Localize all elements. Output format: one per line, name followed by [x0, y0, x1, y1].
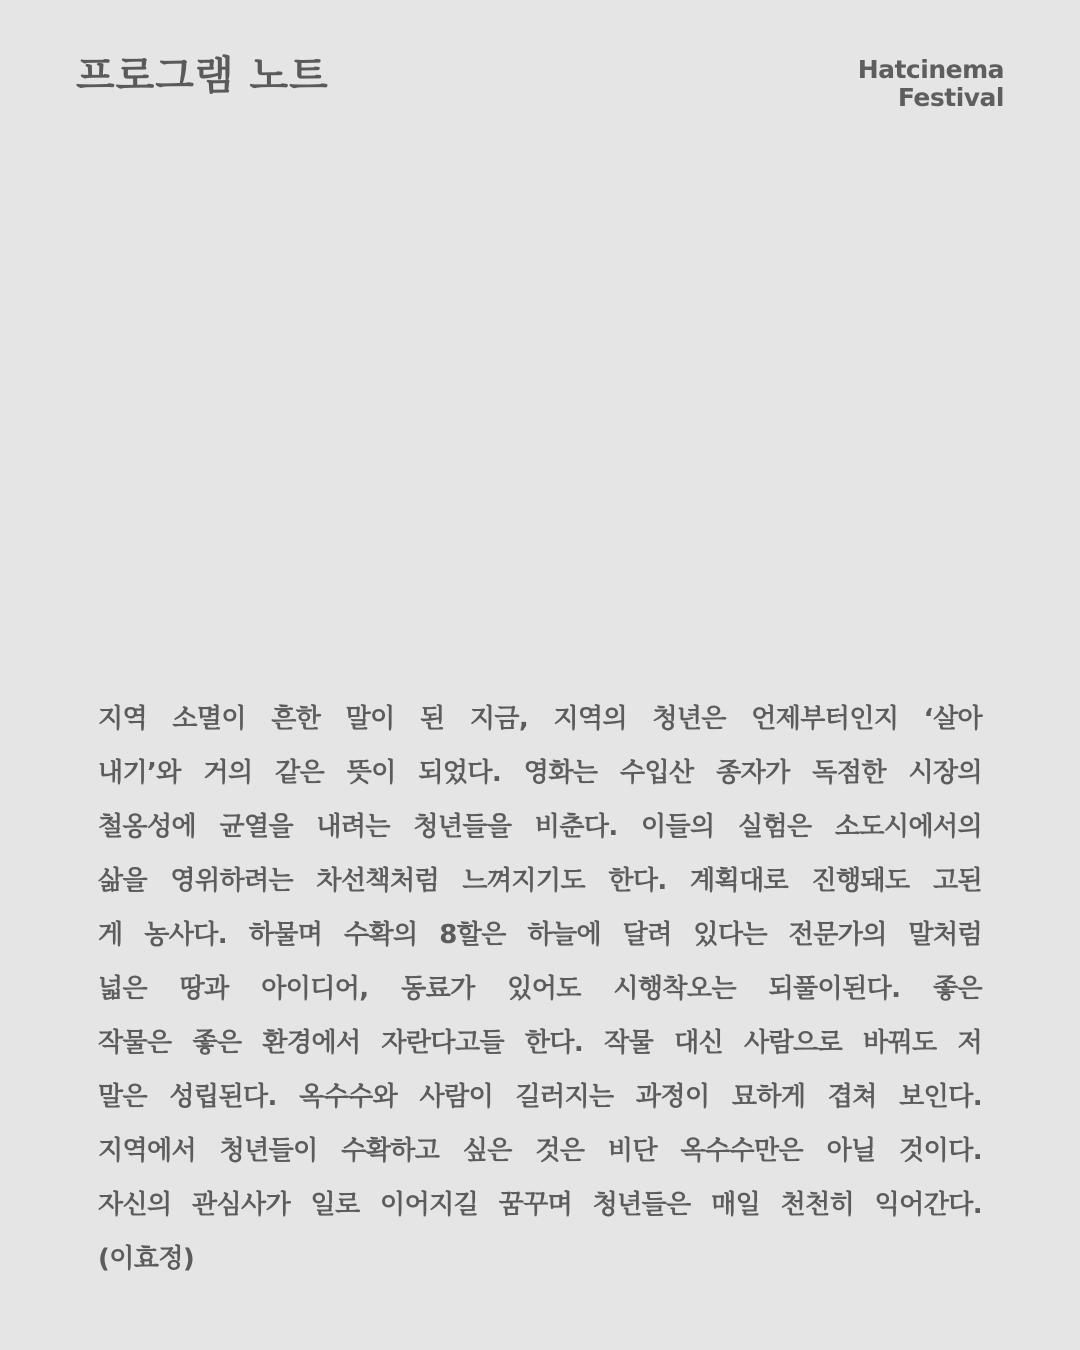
note-line: 넓은 땅과 아이디어, 동료가 있어도 시행착오는 되풀이된다. 좋은	[98, 974, 982, 1004]
brand-logo	[858, 56, 1004, 112]
note-author: (이효정)	[98, 1244, 195, 1274]
note-line: 지역에서 청년들이 수확하고 싶은 것은 비단 옥수수만은 아닐 것이다.	[98, 1136, 982, 1166]
note-line: 작물은 좋은 환경에서 자란다고들 한다. 작물 대신 사람으로 바꿔도 저	[98, 1028, 982, 1058]
program-note-body	[98, 692, 982, 1286]
note-line: 삶을 영위하려는 차선책처럼 느껴지기도 한다. 계획대로 진행돼도 고된	[98, 866, 982, 896]
note-line: 내기’와 거의 같은 뜻이 되었다. 영화는 수입산 종자가 독점한 시장의	[98, 758, 982, 788]
page-title: 프로그램 노트	[76, 53, 329, 99]
brand-line-2: Festival	[897, 83, 1004, 112]
note-line: 자신의 관심사가 일로 이어지길 꿈꾸며 청년들은 매일 천천히 익어간다.	[98, 1190, 982, 1220]
note-line: 게 농사다. 하물며 수확의 8할은 하늘에 달려 있다는 전문가의 말처럼	[98, 920, 982, 950]
note-line: 지역 소멸이 흔한 말이 된 지금, 지역의 청년은 언제부터인지 ‘살아	[98, 704, 982, 734]
brand-line-1: Hatcinema	[857, 55, 1004, 84]
note-line: 말은 성립된다. 옥수수와 사람이 길러지는 과정이 묘하게 겹쳐 보인다.	[98, 1082, 982, 1112]
note-line: 철옹성에 균열을 내려는 청년들을 비춘다. 이들의 실험은 소도시에서의	[98, 812, 982, 842]
